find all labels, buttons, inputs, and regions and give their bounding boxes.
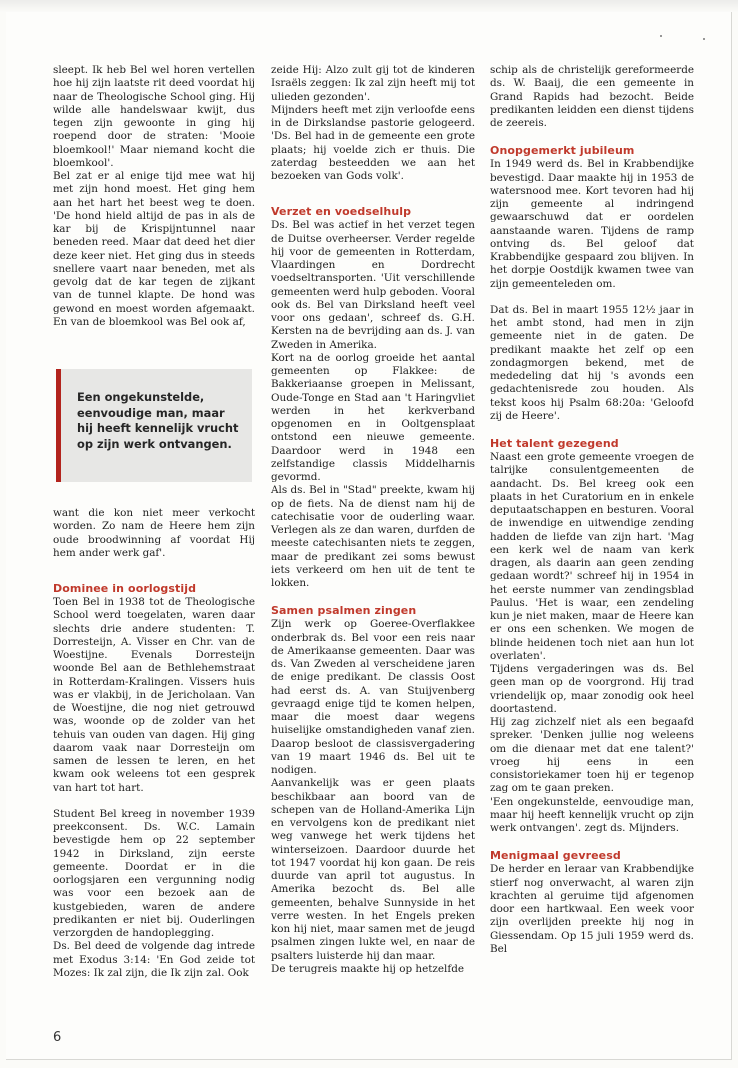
column-2 xyxy=(271,64,475,976)
paragraph: zeide Hij: Alzo zult gij tot de kinderen Israëls zeggen: Ik zal zijn heeft mij tot ulieden gezonden'. xyxy=(271,64,475,103)
page-number: 6 xyxy=(53,1030,62,1045)
paragraph: Kort na de oorlog groeide het aantal gemeenten op Flakkee: de Bakkeriaanse groepen in Melissant, Oude-Tonge en Stad aan 't Haringvliet werden in het kerkverband opgenomen en in Ooltgensplaat ontstond een nieuwe gemeente. Daardoor werd in 1948 een zelfstandige classis Middelharnis gevormd. xyxy=(271,351,475,483)
paragraph: schip als de christelijk gereformeerde ds. W. Baaij, die een gemeente in Grand Rapids had bezocht. Beide predikanten leidden een dienst tijdens de zeereis. xyxy=(490,64,694,129)
section-heading: Onopgemerkt jubileum xyxy=(490,144,635,158)
pull-quote-text: Een ongekunstelde, eenvoudige man, maar hij heeft kennelijk vrucht op zijn werk ontvangen. xyxy=(77,390,239,451)
section-heading: Samen psalmen zingen xyxy=(271,604,417,618)
paragraph: Aanvankelijk was er geen plaats beschikbaar aan boord van de schepen van de Holland-Amerika Lijn en vervolgens kon de predikant niet weg vanwege het werk tijdens het winterseizoen. Daardoor duurde het tot 1947 voordat hij kon gaan. De reis duurde van april tot augustus. In Amerika bezocht ds. Bel alle gemeenten, behalve Sunnyside in het verre westen. In het Engels preken kon hij niet, maar samen met de jeugd psalmen zingen lukte wel, en naar de psalters luisterde hij dan maar. xyxy=(271,777,475,962)
paragraph: Ds. Bel was actief in het verzet tegen de Duitse overheerser. Verder regelde hij voor de gemeenten in Rotterdam, Vlaardingen en Dordrecht voedseltransporten. 'Uit verschillende gemeenten werd hulp geboden. Vooral ook ds. Bel van Dirksland heeft veel voor ons gedaan', schreef ds. G.H. Kersten na de bevrijding aan ds. J. van Zweden in Amerika. xyxy=(271,219,475,351)
paragraph: Student Bel kreeg in november 1939 preekconsent. Ds. W.C. Lamain bevestigde hem op 22 september 1942 in Dirksland, zijn eerste gemeente. Doordat er in die oorlogsjaren een vergunning nodig was voor een bezoek aan de kustgebieden, waren de andere predikanten er niet bij. Ouderlingen verzorgden de handoplegging. xyxy=(53,807,255,939)
section-heading: Het talent gezegend xyxy=(490,437,619,450)
paragraph: Naast een grote gemeente vroegen de talrijke consulentgemeenten de aandacht. Ds. Bel kreeg ook een plaats in het Curatorium en in enkele deputaatschappen en besturen. Vooral de inwendige en uitwendige zending hadden de liefde van zijn hart. 'Mag een kerk wel de naam van kerk dragen, als daarin aan geen zending gedaan wordt?' schreef hij in 1954 in het eerste nummer van zendingsblad Paulus. 'Het is waar, een zendeling kun je niet maken, maar de Heere kan er ons een schenken. We mogen de blinde heidenen toch niet aan hun lot overlaten'. xyxy=(490,451,694,662)
paragraph: Bel zat er al enige tijd mee wat hij met zijn hond moest. Het ging hem aan het hart het beest weg te doen. 'De hond hield altijd de pas in als de kar bij de Krispijntunnel naar beneden reed. Maar dat deed het dier deze keer niet. Het ging dus in steeds snellere vaart naar beneden, met als gevolg dat de kar tegen de zijkant van de tunnel klapte. De hond was gewond en moest worden afgemaakt. En van de bloemkool was Bel ook af, xyxy=(53,170,255,328)
paragraph: Toen Bel in 1938 tot de Theologische School werd toegelaten, waren daar slechts drie andere studenten: T. Dorresteijn, A. Visser en Chr. van de Woestijne. Evenals Dorresteijn woonde Bel aan de Bethlehemstraat in Rotterdam-Kralingen. Vissers huis was er vlakbij, in de Jericholaan. Van de Woestijne, die nog niet getrouwd was, woonde op de zolder van het tehuis van ouden van dagen. Hij ging daarom vaak naar Dorresteijn om samen de lessen te leren, en het kwam ook weleens tot een gesprek van hart tot hart. xyxy=(53,596,255,794)
paragraph: Tijdens vergaderingen was ds. Bel geen man op de voorgrond. Hij trad vriendelijk op, maar zonodig ook heel doortastend. xyxy=(490,663,694,715)
section-heading: Menigmaal gevreesd xyxy=(490,849,621,863)
column-3 xyxy=(490,64,694,956)
pull-quote xyxy=(56,369,252,482)
paragraph: De herder en leraar van Krabbendijke stierf nog onverwacht, al waren zijn krachten al geruime tijd afgenomen door een hartkwaal. Een week voor zijn overlijden preekte hij nog in Giessendam. Op 15 juli 1959 werd ds. Bel xyxy=(490,863,694,955)
scan-speck xyxy=(660,35,662,37)
section-heading: Dominee in oorlogstijd xyxy=(53,582,197,595)
paragraph: De terugreis maakte hij op hetzelfde xyxy=(271,962,465,975)
scan-edge xyxy=(0,0,738,12)
section-heading: Verzet en voedselhulp xyxy=(271,205,412,219)
column-1-top xyxy=(53,64,255,329)
paragraph: Hij zag zichzelf niet als een begaafd spreker. 'Denken jullie nog weleens om die dienaar met dat ene talent?' vroeg hij eens in een consistoriekamer toen hij er tegenop zag om te gaan preken. xyxy=(490,716,694,795)
paragraph: Zijn werk op Goeree-Overflakkee onderbrak ds. Bel voor een reis naar de Amerikaanse gemeenten. Daar was ds. Van Zweden al verscheidene jaren de enige predikant. De classis Oost had eerst ds. A. van Stuijvenberg gevraagd enige tijd te komen helpen, maar die moest daar wegens huiselijke omstandigheden vanaf zien. Daarop besloot de classisvergadering van 19 maart 1946 ds. Bel uit te nodigen. xyxy=(271,618,475,776)
paragraph: Mijnders heeft met zijn verloofde eens in de Dirkslandse pastorie gelogeerd. 'Ds. Bel had in de gemeente een grote plaats; hij voelde zich er thuis. Die zaterdag besteedden we aan het bezoeken van Gods volk'. xyxy=(271,103,475,182)
paragraph: Als ds. Bel in "Stad" preekte, kwam hij op de fiets. Na de dienst nam hij de catechisatie voor de ouderling waar. Verlegen als ze dan waren, durfden de meeste catechisanten niets te zeggen, maar de predikant zei soms bewust iets verkeerd om hen uit de tent te lokken. xyxy=(271,484,475,589)
column-1-bottom xyxy=(53,507,255,980)
paragraph: Ds. Bel deed de volgende dag intrede met Exodus 3:14: 'En God zeide tot Mozes: Ik zal zijn, die Ik zijn zal. Ook xyxy=(53,940,255,979)
paragraph: In 1949 werd ds. Bel in Krabbendijke bevestigd. Daar maakte hij in 1953 de watersnood mee. Kort tevoren had hij zijn gemeente al indringend gewaarschuwd dat er oordelen aanstaande waren. Tijdens de ramp ontving ds. Bel geloof dat Krabbendijke gespaard zou blijven. In het dorpje Oostdijk kwamen twee van zijn gemeenteleden om. xyxy=(490,158,694,290)
paragraph: want die kon niet meer verkocht worden. Zo nam de Heere hem zijn oude broodwinning af voordat Hij hem ander werk gaf'. xyxy=(53,507,255,559)
paragraph: 'Een ongekunstelde, eenvoudige man, maar hij heeft kennelijk vrucht op zijn werk ontvangen'. zegt ds. Mijnders. xyxy=(490,795,694,834)
paragraph: Dat ds. Bel in maart 1955 12½ jaar in het ambt stond, had men in zijn gemeente niet in de gaten. De predikant maakte het zelf op een zondagmorgen bekend, met de mededeling dat hij 's avonds een gedachtenisrede zou houden. Als tekst koos hij Psalm 68:20a: 'Geloofd zij de Heere'. xyxy=(490,303,694,422)
scan-speck xyxy=(703,38,705,40)
paragraph: sleept. Ik heb Bel wel horen vertellen hoe hij zijn laatste rit deed voordat hij naar de Theologische School ging. Hij wilde alle handelswaar kwijt, dus tegen zijn gewoonte in ging hij roepend door de straten: 'Mooie bloemkool!' Maar niemand kocht die bloemkool'. xyxy=(53,64,255,169)
